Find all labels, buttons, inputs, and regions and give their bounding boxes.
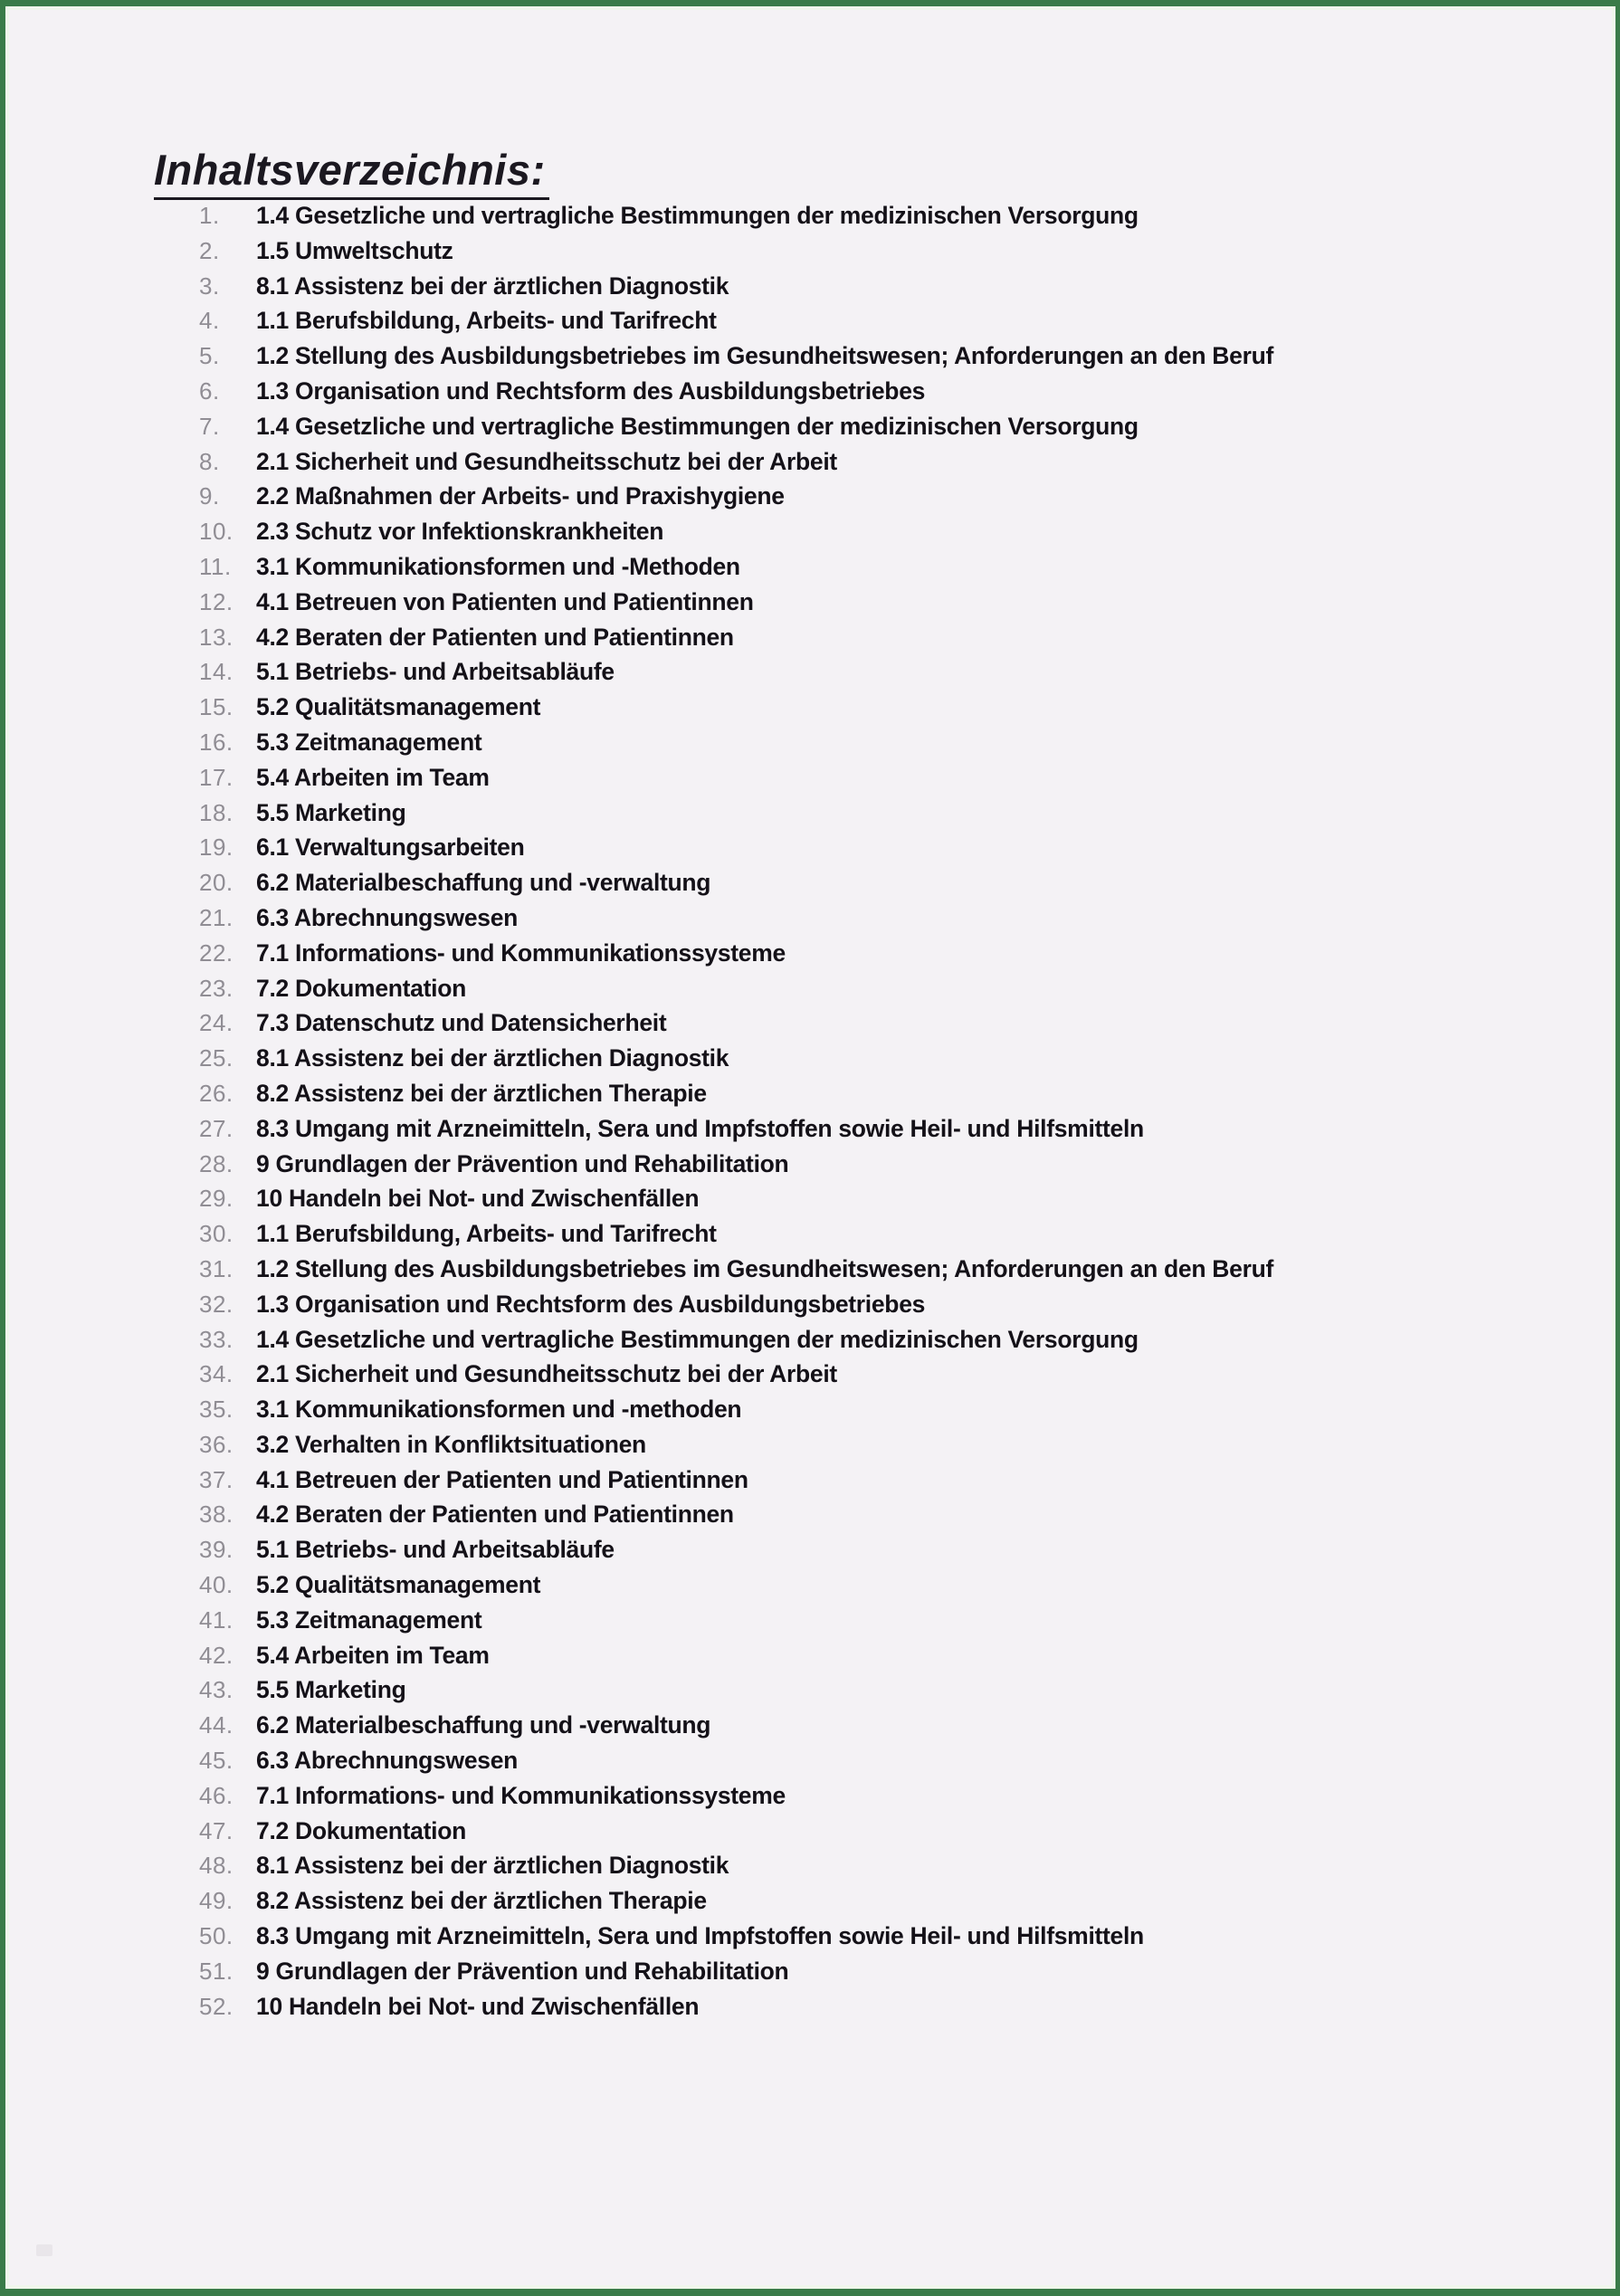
page-title bbox=[154, 145, 549, 200]
toc-item-number: 16. bbox=[199, 728, 233, 756]
toc-item bbox=[199, 900, 1575, 936]
toc-item-text: 3.1 Kommunikationsformen und -Methoden bbox=[256, 552, 740, 580]
toc-item-text: 3.1 Kommunikationsformen und -methoden bbox=[256, 1396, 742, 1424]
toc-item-text: 5.2 Qualitätsmanagement bbox=[256, 1571, 541, 1599]
toc-item-number: 47. bbox=[199, 1816, 233, 1844]
toc-item-number: 1. bbox=[199, 202, 220, 229]
toc-item bbox=[199, 1848, 1575, 1883]
toc-item-text: 2.1 Sicherheit und Gesundheitsschutz bei der Arbeit bbox=[256, 1360, 837, 1388]
toc-item bbox=[199, 269, 1575, 304]
toc-item bbox=[199, 1567, 1575, 1603]
toc-item-number: 19. bbox=[199, 834, 233, 862]
toc-item-number: 39. bbox=[199, 1536, 233, 1564]
toc-item-number: 30. bbox=[199, 1220, 233, 1248]
toc-item-number: 44. bbox=[199, 1711, 233, 1739]
toc-item-number: 8. bbox=[199, 447, 220, 475]
toc-item-number: 51. bbox=[199, 1957, 233, 1985]
toc-item-number: 26. bbox=[199, 1079, 233, 1107]
toc-item bbox=[199, 1427, 1575, 1462]
toc-page bbox=[5, 6, 1615, 2289]
toc-item-text: 10 Handeln bei Not- und Zwischenfällen bbox=[256, 1992, 700, 2020]
toc-item bbox=[199, 690, 1575, 725]
toc-item-number: 23. bbox=[199, 974, 233, 1002]
toc-item bbox=[199, 1357, 1575, 1392]
toc-item-number: 12. bbox=[199, 587, 233, 615]
toc-item-number: 28. bbox=[199, 1149, 233, 1177]
toc-item bbox=[199, 198, 1575, 233]
toc-item-text: 8.1 Assistenz bei der ärztlichen Diagnostik bbox=[256, 1852, 729, 1880]
toc-item-text: 8.2 Assistenz bei der ärztlichen Therapie bbox=[256, 1079, 707, 1107]
toc-item-text: 1.3 Organisation und Rechtsform des Ausbildungsbetriebes bbox=[256, 376, 926, 405]
toc-item-number: 38. bbox=[199, 1500, 233, 1529]
toc-item-number: 6. bbox=[199, 376, 220, 405]
toc-item-text: 9 Grundlagen der Prävention und Rehabilitation bbox=[256, 1149, 789, 1177]
toc-item bbox=[199, 1919, 1575, 1954]
toc-item-text: 5.3 Zeitmanagement bbox=[256, 1605, 482, 1634]
toc-item-number: 46. bbox=[199, 1781, 233, 1809]
toc-item-text: 6.2 Materialbeschaffung und -verwaltung bbox=[256, 1711, 711, 1739]
toc-item bbox=[199, 1532, 1575, 1567]
toc-item bbox=[199, 409, 1575, 444]
toc-item-number: 33. bbox=[199, 1325, 233, 1353]
toc-item-text: 2.3 Schutz vor Infektionskrankheiten bbox=[256, 518, 664, 546]
toc-item-number: 49. bbox=[199, 1887, 233, 1915]
toc-item bbox=[199, 725, 1575, 760]
toc-item bbox=[199, 1462, 1575, 1498]
toc-item-text: 7.2 Dokumentation bbox=[256, 1816, 466, 1844]
toc-item-text: 8.2 Assistenz bei der ärztlichen Therapie bbox=[256, 1887, 707, 1915]
toc-item-text: 2.2 Maßnahmen der Arbeits- und Praxishygiene bbox=[256, 482, 785, 510]
toc-item-number: 15. bbox=[199, 693, 233, 721]
toc-item bbox=[199, 479, 1575, 514]
toc-item bbox=[199, 1603, 1575, 1638]
toc-item-number: 4. bbox=[199, 307, 220, 335]
toc-item bbox=[199, 971, 1575, 1006]
toc-item-number: 22. bbox=[199, 938, 233, 967]
toc-item-number: 20. bbox=[199, 869, 233, 897]
toc-item-text: 5.5 Marketing bbox=[256, 798, 406, 826]
toc-item bbox=[199, 1041, 1575, 1076]
toc-item-text: 1.2 Stellung des Ausbildungsbetriebes im Gesundheitswesen; Anforderungen an den Beruf bbox=[256, 342, 1273, 370]
toc-item-number: 31. bbox=[199, 1254, 233, 1282]
toc-item-text: 4.1 Betreuen der Patienten und Patientinnen bbox=[256, 1465, 748, 1493]
toc-item bbox=[199, 1252, 1575, 1287]
toc-item-text: 1.5 Umweltschutz bbox=[256, 236, 453, 264]
toc-item bbox=[199, 1778, 1575, 1814]
toc-item-number: 45. bbox=[199, 1747, 233, 1775]
toc-item-text: 7.1 Informations- und Kommunikationssysteme bbox=[256, 1781, 786, 1809]
toc-item-number: 11. bbox=[199, 552, 232, 580]
toc-item bbox=[199, 1147, 1575, 1182]
toc-item-text: 7.2 Dokumentation bbox=[256, 974, 466, 1002]
toc-item-number: 35. bbox=[199, 1396, 233, 1424]
toc-item bbox=[199, 1005, 1575, 1041]
toc-item-text: 7.3 Datenschutz und Datensicherheit bbox=[256, 1009, 667, 1037]
toc-item bbox=[199, 796, 1575, 831]
toc-item-text: 7.1 Informations- und Kommunikationssysteme bbox=[256, 938, 786, 967]
toc-item bbox=[199, 1076, 1575, 1111]
toc-item-text: 4.2 Beraten der Patienten und Patientinnen bbox=[256, 1500, 734, 1529]
toc-item-text: 6.3 Abrechnungswesen bbox=[256, 1747, 519, 1775]
toc-item-number: 36. bbox=[199, 1430, 233, 1458]
toc-item-number: 41. bbox=[199, 1605, 233, 1634]
toc-item-text: 9 Grundlagen der Prävention und Rehabilitation bbox=[256, 1957, 789, 1985]
toc-item-text: 6.3 Abrechnungswesen bbox=[256, 903, 519, 931]
toc-item-text: 6.1 Verwaltungsarbeiten bbox=[256, 834, 525, 862]
toc-item-number: 9. bbox=[199, 482, 220, 510]
toc-item-number: 14. bbox=[199, 658, 233, 686]
toc-item-text: 1.4 Gesetzliche und vertragliche Bestimmungen der medizinischen Versorgung bbox=[256, 1325, 1139, 1353]
toc-item-text: 5.4 Arbeiten im Team bbox=[256, 1641, 490, 1669]
toc-item-text: 8.3 Umgang mit Arzneimitteln, Sera und Impfstoffen sowie Heil- und Hilfsmitteln bbox=[256, 1922, 1144, 1950]
toc-item-text: 3.2 Verhalten in Konfliktsituationen bbox=[256, 1430, 646, 1458]
toc-item bbox=[199, 1287, 1575, 1322]
toc-item-number: 3. bbox=[199, 272, 220, 300]
toc-item-number: 37. bbox=[199, 1465, 233, 1493]
toc-item bbox=[199, 303, 1575, 338]
toc-item-text: 5.1 Betriebs- und Arbeitsabläufe bbox=[256, 1536, 615, 1564]
toc-item-number: 21. bbox=[199, 903, 233, 931]
toc-item bbox=[199, 549, 1575, 585]
toc-item-text: 1.1 Berufsbildung, Arbeits- und Tarifrecht bbox=[256, 307, 717, 335]
toc-item-number: 5. bbox=[199, 342, 220, 370]
toc-item-number: 7. bbox=[199, 412, 220, 440]
toc-item-text: 6.2 Materialbeschaffung und -verwaltung bbox=[256, 869, 711, 897]
toc-item bbox=[199, 233, 1575, 269]
toc-item-number: 50. bbox=[199, 1922, 233, 1950]
toc-item-text: 8.3 Umgang mit Arzneimitteln, Sera und Impfstoffen sowie Heil- und Hilfsmitteln bbox=[256, 1114, 1144, 1142]
toc-item-number: 40. bbox=[199, 1571, 233, 1599]
toc-item bbox=[199, 654, 1575, 690]
toc-item-number: 2. bbox=[199, 236, 220, 264]
toc-item-number: 17. bbox=[199, 763, 233, 791]
toc-item bbox=[199, 1216, 1575, 1252]
toc-item bbox=[199, 1638, 1575, 1673]
toc-item-text: 1.2 Stellung des Ausbildungsbetriebes im Gesundheitswesen; Anforderungen an den Beruf bbox=[256, 1254, 1273, 1282]
toc-item-text: 5.2 Qualitätsmanagement bbox=[256, 693, 541, 721]
toc-item bbox=[199, 1392, 1575, 1427]
toc-item bbox=[199, 1883, 1575, 1919]
toc-item bbox=[199, 1322, 1575, 1358]
toc-item bbox=[199, 1954, 1575, 1989]
toc-item-text: 1.1 Berufsbildung, Arbeits- und Tarifrecht bbox=[256, 1220, 717, 1248]
toc-item-number: 25. bbox=[199, 1044, 233, 1072]
toc-item-number: 42. bbox=[199, 1641, 233, 1669]
toc-item-number: 13. bbox=[199, 623, 233, 651]
page-title-text: Inhaltsverzeichnis: bbox=[154, 145, 549, 200]
toc-item-text: 8.1 Assistenz bei der ärztlichen Diagnostik bbox=[256, 1044, 729, 1072]
toc-item bbox=[199, 338, 1575, 374]
toc-item-text: 4.1 Betreuen von Patienten und Patientinnen bbox=[256, 587, 754, 615]
toc-item-number: 24. bbox=[199, 1009, 233, 1037]
toc-item-number: 48. bbox=[199, 1852, 233, 1880]
toc-item bbox=[199, 760, 1575, 796]
toc-item-number: 43. bbox=[199, 1676, 233, 1704]
toc-item-text: 1.4 Gesetzliche und vertragliche Bestimmungen der medizinischen Versorgung bbox=[256, 202, 1139, 229]
toc-item-number: 29. bbox=[199, 1185, 233, 1213]
toc-item-number: 18. bbox=[199, 798, 233, 826]
toc-item bbox=[199, 1181, 1575, 1216]
toc-item-text: 1.4 Gesetzliche und vertragliche Bestimmungen der medizinischen Versorgung bbox=[256, 412, 1139, 440]
toc-item bbox=[199, 1111, 1575, 1147]
toc-item bbox=[199, 936, 1575, 971]
toc-item bbox=[199, 865, 1575, 900]
toc-item bbox=[199, 830, 1575, 865]
toc-item bbox=[199, 585, 1575, 620]
toc-item bbox=[199, 1672, 1575, 1708]
toc-item-text: 5.4 Arbeiten im Team bbox=[256, 763, 490, 791]
toc-item bbox=[199, 374, 1575, 409]
toc-item bbox=[199, 1814, 1575, 1849]
toc-item-text: 5.3 Zeitmanagement bbox=[256, 728, 482, 756]
toc-item bbox=[199, 1708, 1575, 1743]
toc-item-number: 32. bbox=[199, 1290, 233, 1318]
toc-item-number: 34. bbox=[199, 1360, 233, 1388]
toc-item bbox=[199, 444, 1575, 480]
toc-item-text: 2.1 Sicherheit und Gesundheitsschutz bei der Arbeit bbox=[256, 447, 837, 475]
toc-list bbox=[199, 198, 1575, 2024]
toc-item-number: 52. bbox=[199, 1992, 233, 2020]
toc-item bbox=[199, 1989, 1575, 2024]
toc-item-text: 5.5 Marketing bbox=[256, 1676, 406, 1704]
toc-item bbox=[199, 514, 1575, 549]
toc-item-text: 5.1 Betriebs- und Arbeitsabläufe bbox=[256, 658, 615, 686]
toc-item bbox=[199, 1497, 1575, 1532]
smudge-mark bbox=[36, 2244, 52, 2256]
toc-item-number: 10. bbox=[199, 518, 233, 546]
toc-item-text: 4.2 Beraten der Patienten und Patientinnen bbox=[256, 623, 734, 651]
toc-item bbox=[199, 620, 1575, 655]
toc-item-text: 8.1 Assistenz bei der ärztlichen Diagnostik bbox=[256, 272, 729, 300]
toc-item-number: 27. bbox=[199, 1114, 233, 1142]
toc-item-text: 10 Handeln bei Not- und Zwischenfällen bbox=[256, 1185, 700, 1213]
toc-item-text: 1.3 Organisation und Rechtsform des Ausbildungsbetriebes bbox=[256, 1290, 926, 1318]
toc-item bbox=[199, 1743, 1575, 1778]
